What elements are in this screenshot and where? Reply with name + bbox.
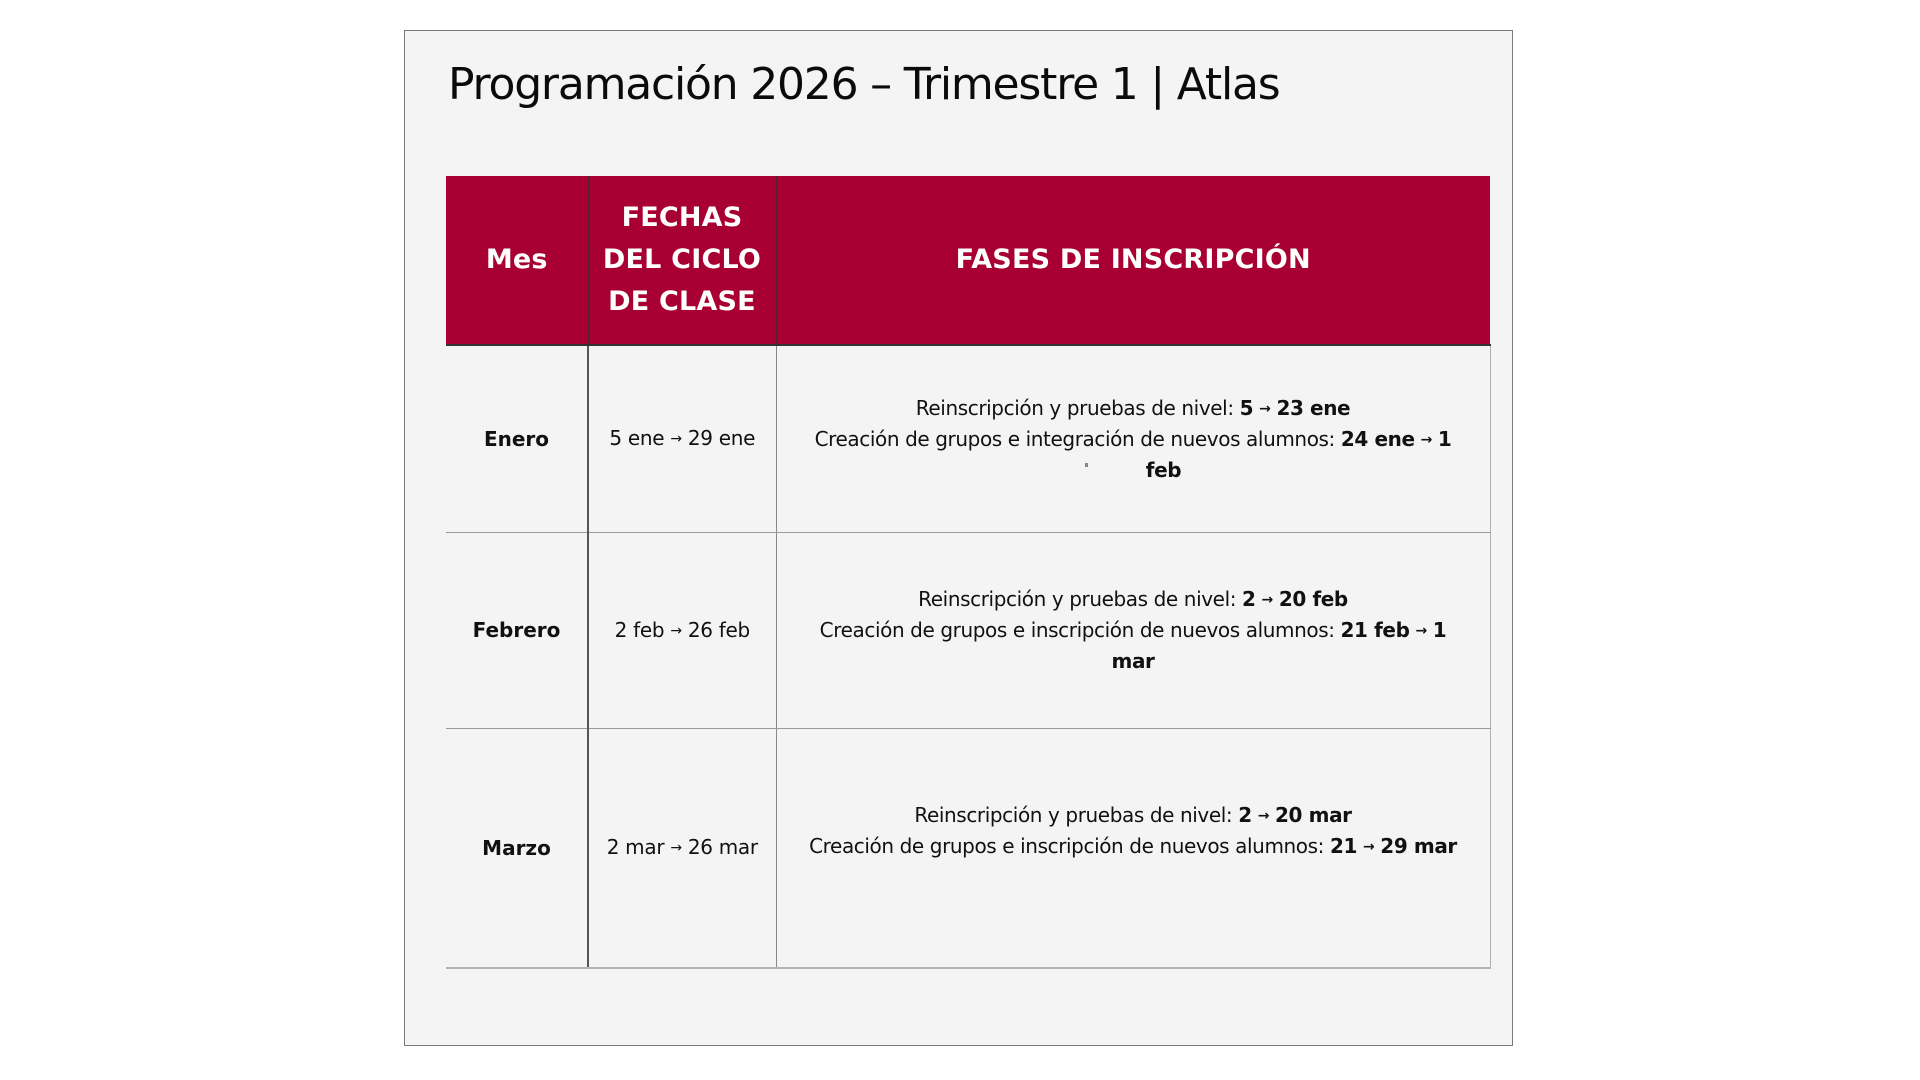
phase-start: 5: [1239, 395, 1254, 420]
header-fases-inscripcion: FASES DE INSCRIPCIÓN: [776, 176, 1490, 345]
month-cell: Marzo: [446, 728, 588, 968]
header-fechas-ciclo: [588, 176, 776, 345]
arrow-right-icon: →: [1259, 400, 1271, 417]
arrow-right-icon: →: [670, 431, 682, 448]
phase-label: Creación de grupos e integración de nuevos alumnos:: [814, 426, 1341, 451]
table-row: [446, 345, 1490, 532]
phase-line: [783, 584, 1484, 615]
enrollment-phases: [776, 345, 1490, 532]
date-start: 2 feb: [614, 617, 665, 642]
arrow-right-icon: →: [670, 840, 682, 857]
table-row: [446, 728, 1490, 968]
phase-label: Creación de grupos e inscripción de nuevos alumnos:: [809, 833, 1330, 858]
phase-start: 2: [1242, 587, 1256, 611]
class-cycle-dates: [588, 345, 776, 532]
phase-label: Reinscripción y pruebas de nivel:: [918, 587, 1243, 611]
date-end: 26 feb: [687, 617, 750, 642]
phase-end: 20 feb: [1278, 587, 1348, 611]
enrollment-phases: [776, 532, 1490, 728]
table-row: [446, 532, 1490, 728]
phase-start: 24 ene: [1340, 426, 1415, 451]
stray-mark: [1085, 463, 1088, 467]
page-title: Programación 2026 – Trimestre 1 | Atlas: [448, 59, 1280, 110]
class-cycle-dates: [588, 728, 776, 968]
arrow-right-icon: →: [1415, 623, 1427, 639]
header-fechas-line: FECHAS: [621, 202, 743, 233]
phase-end: 23 ene: [1276, 395, 1351, 420]
header-mes: Mes: [446, 176, 588, 345]
phase-end: 1: [1437, 426, 1452, 451]
phase-line-wrap: [783, 455, 1484, 485]
date-end: 29 ene: [687, 426, 756, 451]
arrow-right-icon: →: [1420, 431, 1432, 448]
date-start: 5 ene: [609, 426, 665, 451]
phase-end-wrap: mar: [1111, 649, 1155, 673]
phase-end-wrap: feb: [1145, 457, 1182, 482]
arrow-right-icon: →: [1261, 592, 1273, 608]
phase-end: 1: [1432, 618, 1447, 642]
phase-line: [783, 831, 1484, 862]
phase-line: [783, 615, 1484, 646]
phase-line: [783, 424, 1484, 455]
phase-line: [783, 800, 1484, 831]
header-fechas-line: DE CLASE: [608, 286, 756, 317]
phase-label: Reinscripción y pruebas de nivel:: [914, 802, 1239, 827]
phase-label: Reinscripción y pruebas de nivel:: [915, 395, 1240, 420]
arrow-right-icon: →: [670, 622, 682, 639]
phase-line: [783, 393, 1484, 424]
header-fechas-line: DEL CICLO: [602, 244, 762, 275]
table-header-row: [446, 176, 1490, 345]
phase-start: 2: [1238, 802, 1252, 827]
date-end: 26 mar: [687, 835, 758, 860]
arrow-right-icon: →: [1362, 838, 1375, 855]
schedule-table: [446, 176, 1491, 969]
date-start: 2 mar: [606, 835, 665, 860]
phase-end: 29 mar: [1380, 833, 1457, 858]
phase-label: Creación de grupos e inscripción de nuevos alumnos:: [819, 618, 1341, 642]
enrollment-phases: [776, 728, 1490, 968]
class-cycle-dates: [588, 532, 776, 728]
phase-start: 21 feb: [1340, 618, 1410, 642]
phase-start: 21: [1329, 833, 1358, 858]
month-cell: Febrero: [446, 532, 588, 728]
month-cell: Enero: [446, 345, 588, 532]
arrow-right-icon: →: [1257, 807, 1270, 824]
phase-end: 20 mar: [1275, 802, 1352, 827]
schedule-panel: [404, 30, 1513, 1046]
